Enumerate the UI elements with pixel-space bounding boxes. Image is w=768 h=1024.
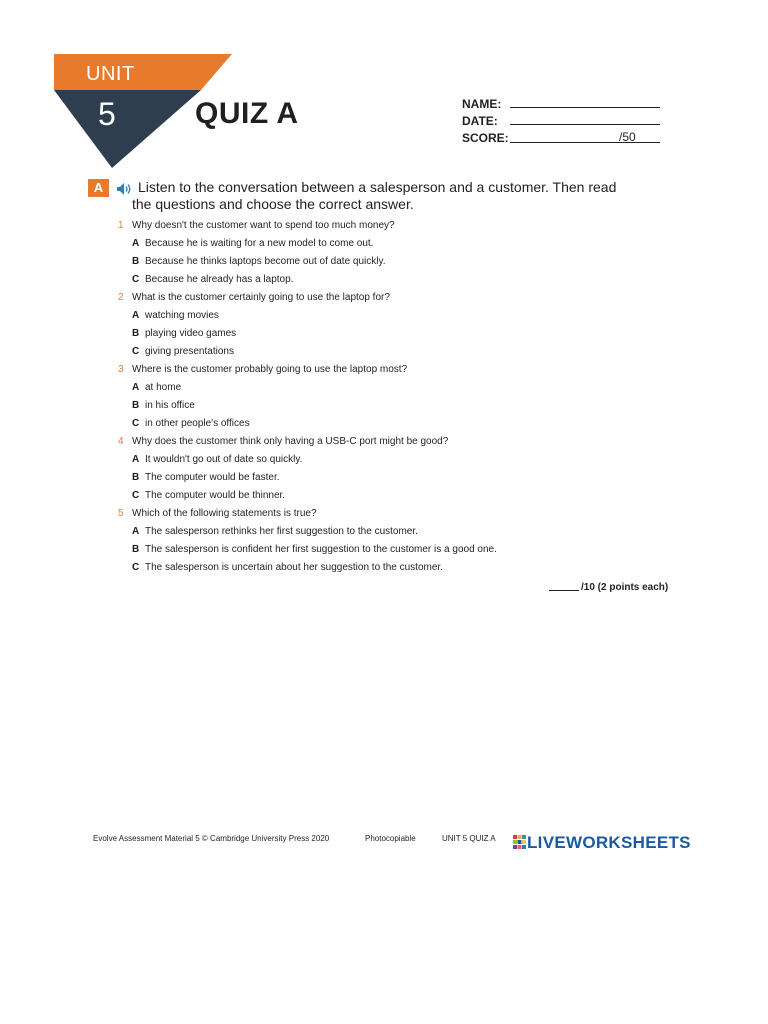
name-field-line[interactable] [510, 107, 660, 108]
question-3-option-b[interactable]: B in his office [132, 400, 195, 411]
question-1-option-b[interactable]: B Because he thinks laptops become out of date quickly. [132, 256, 386, 267]
quiz-title: QUIZ A [195, 97, 299, 130]
question-1: 1 Why doesn't the customer want to spend too much money? [118, 220, 395, 231]
question-1-option-a[interactable]: A Because he is waiting for a new model to come out. [132, 238, 374, 249]
instructions-line-2: the questions and choose the correct answer. [132, 196, 414, 212]
score-field-label: SCORE: [462, 131, 509, 145]
question-4-option-c[interactable]: C The computer would be thinner. [132, 490, 286, 501]
question-2-option-a[interactable]: A watching movies [132, 310, 219, 321]
question-3-option-a[interactable]: A at home [132, 382, 182, 393]
question-2-option-b[interactable]: B playing video games [132, 328, 237, 339]
unit-number: 5 [98, 96, 116, 132]
question-5-option-c[interactable]: C The salesperson is uncertain about her suggestion to the customer. [132, 562, 443, 573]
section-a-badge: A [88, 179, 109, 197]
question-5-option-a[interactable]: A The salesperson rethinks her first suggestion to the customer. [132, 526, 418, 537]
score-max: /50 [619, 130, 636, 144]
footer-photocopiable: Photocopiable [365, 834, 416, 843]
name-field-label: NAME: [462, 97, 502, 111]
question-4-option-b[interactable]: B The computer would be faster. [132, 472, 280, 483]
question-3: 3 Where is the customer probably going to use the laptop most? [118, 364, 408, 375]
question-5: 5 Which of the following statements is true? [118, 508, 317, 519]
points-blank[interactable] [549, 590, 579, 591]
footer-copyright: Evolve Assessment Material 5 © Cambridge University Press 2020 [93, 834, 330, 843]
section-a-points: /10 (2 points each) [549, 582, 668, 593]
question-3-option-c[interactable]: C in other people's offices [132, 418, 250, 429]
date-field-line[interactable] [510, 124, 660, 125]
unit-label: UNIT [86, 63, 135, 85]
liveworksheets-logo-icon [513, 835, 526, 855]
question-2: 2 What is the customer certainly going to use the laptop for? [118, 292, 390, 303]
question-5-option-b[interactable]: B The salesperson is confident her first suggestion to the customer is a good one. [132, 544, 497, 555]
question-2-option-c[interactable]: C giving presentations [132, 346, 234, 357]
date-field-label: DATE: [462, 114, 498, 128]
section-a-instructions [132, 179, 678, 213]
speaker-icon[interactable] [117, 182, 133, 200]
instructions-line-1: Listen to the conversation between a salesperson and a customer. Then read [138, 179, 617, 195]
liveworksheets-logo-text: LIVEWORKSHEETS [527, 833, 691, 852]
question-list [118, 219, 678, 579]
question-4: 4 Why does the customer think only having a USB-C port might be good? [118, 436, 449, 447]
question-1-option-c[interactable]: C Because he already has a laptop. [132, 274, 294, 285]
footer-unit-quiz: UNIT 5 QUIZ A [442, 834, 496, 843]
question-4-option-a[interactable]: A It wouldn't go out of date so quickly. [132, 454, 303, 465]
score-field-line[interactable] [510, 142, 660, 143]
